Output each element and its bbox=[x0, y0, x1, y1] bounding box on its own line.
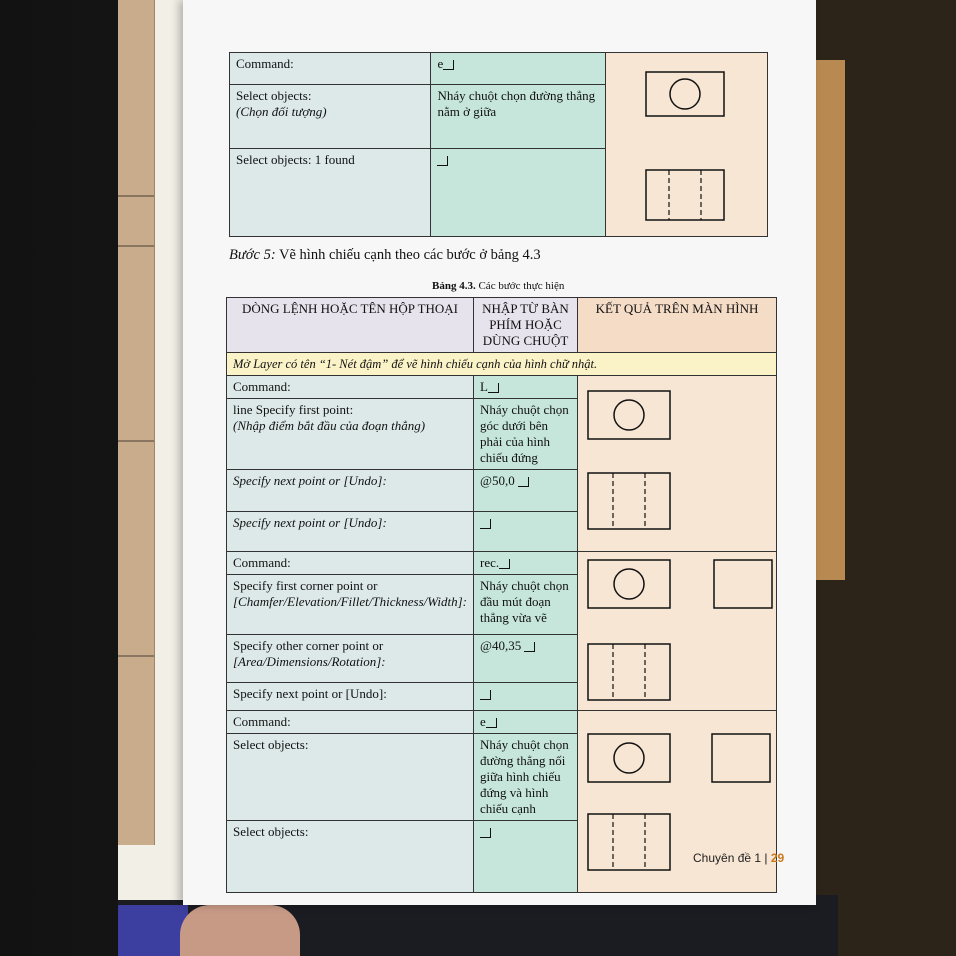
input-cell: e bbox=[473, 711, 577, 734]
command-cell: Specify next point or [Undo]: bbox=[227, 512, 474, 552]
command-cell: Specify first corner point or [Chamfer/Elevation/Fillet/Thickness/Width]: bbox=[227, 575, 474, 635]
command-cell: Select objects: 1 found bbox=[230, 149, 431, 237]
command-cell: Command: bbox=[230, 53, 431, 85]
command-cell: Command: bbox=[227, 376, 474, 399]
hand bbox=[180, 905, 300, 956]
enter-key-icon bbox=[488, 383, 499, 393]
command-cell: Command: bbox=[227, 552, 474, 575]
command-cell: Specify next point or [Undo]: bbox=[227, 470, 474, 512]
input-cell: Nháy chuột chọn góc dưới bên phải của hình chiếu đứng bbox=[473, 399, 577, 470]
enter-key-icon bbox=[499, 559, 510, 569]
page-number: 29 bbox=[770, 851, 785, 865]
result-cell bbox=[578, 552, 777, 711]
layer-note-row bbox=[227, 353, 777, 376]
command-cell: Select objects: (Chọn đối tượng) bbox=[230, 85, 431, 149]
input-cell bbox=[431, 149, 606, 237]
result-figure bbox=[578, 554, 776, 708]
input-cell: Nháy chuột chọn đầu mút đoạn thẳng vừa vẽ bbox=[473, 575, 577, 635]
command-cell: Specify other corner point or [Area/Dimensions/Rotation]: bbox=[227, 635, 474, 683]
result-cell bbox=[605, 53, 767, 237]
previous-page-table-edge bbox=[118, 0, 155, 845]
input-cell: @50,0 bbox=[473, 470, 577, 512]
command-cell: line Specify first point: (Nhập điểm bắt đầu của đoạn thẳng) bbox=[227, 399, 474, 470]
enter-key-icon bbox=[518, 477, 529, 487]
enter-key-icon bbox=[443, 60, 454, 70]
enter-key-icon bbox=[486, 718, 497, 728]
page-footer: Chuyên đề 1 | 29 bbox=[693, 851, 785, 865]
input-cell bbox=[473, 821, 577, 893]
table-row bbox=[227, 711, 777, 734]
result-cell bbox=[578, 711, 777, 893]
step-heading: Bước 5: Vẽ hình chiếu cạnh theo các bước ở bảng 4.3 bbox=[229, 247, 541, 263]
input-cell: @40,35 bbox=[473, 635, 577, 683]
input-cell: Nháy chuột chọn đường thẳng nối giữa hình chiếu đứng và hình chiếu cạnh bbox=[473, 734, 577, 821]
input-cell: rec. bbox=[473, 552, 577, 575]
header-result: KẾT QUẢ TRÊN MÀN HÌNH bbox=[578, 298, 777, 353]
enter-key-icon bbox=[524, 642, 535, 652]
table-caption: Bảng 4.3. Các bước thực hiện bbox=[432, 280, 565, 292]
enter-key-icon bbox=[480, 690, 491, 700]
result-figure bbox=[578, 387, 776, 541]
table-row bbox=[227, 376, 777, 399]
input-cell: e bbox=[431, 53, 606, 85]
enter-key-icon bbox=[480, 828, 491, 838]
enter-key-icon bbox=[480, 519, 491, 529]
result-figure bbox=[606, 60, 766, 230]
input-cell bbox=[473, 683, 577, 711]
wood-surface bbox=[815, 60, 845, 580]
table-4-3 bbox=[226, 297, 777, 893]
table-header bbox=[227, 298, 777, 353]
enter-key-icon bbox=[437, 156, 448, 166]
command-cell: Command: bbox=[227, 711, 474, 734]
table-row bbox=[230, 53, 768, 85]
command-cell: Specify next point or [Undo]: bbox=[227, 683, 474, 711]
table-continued bbox=[229, 52, 768, 237]
command-cell: Select objects: bbox=[227, 734, 474, 821]
header-command: DÒNG LỆNH HOẶC TÊN HỘP THOẠI bbox=[227, 298, 474, 353]
book-cover bbox=[118, 905, 188, 956]
input-cell: L bbox=[473, 376, 577, 399]
input-cell bbox=[473, 512, 577, 552]
command-cell: Select objects: bbox=[227, 821, 474, 893]
layer-note: Mở Layer có tên “1- Nét đậm” để vẽ hình chiếu cạnh của hình chữ nhật. bbox=[227, 353, 777, 376]
table-row bbox=[227, 552, 777, 575]
header-input: NHẬP TỪ BÀN PHÍM HOẶC DÙNG CHUỘT bbox=[473, 298, 577, 353]
input-cell: Nháy chuột chọn đường thẳng nằm ở giữa bbox=[431, 85, 606, 149]
result-cell bbox=[578, 376, 777, 552]
